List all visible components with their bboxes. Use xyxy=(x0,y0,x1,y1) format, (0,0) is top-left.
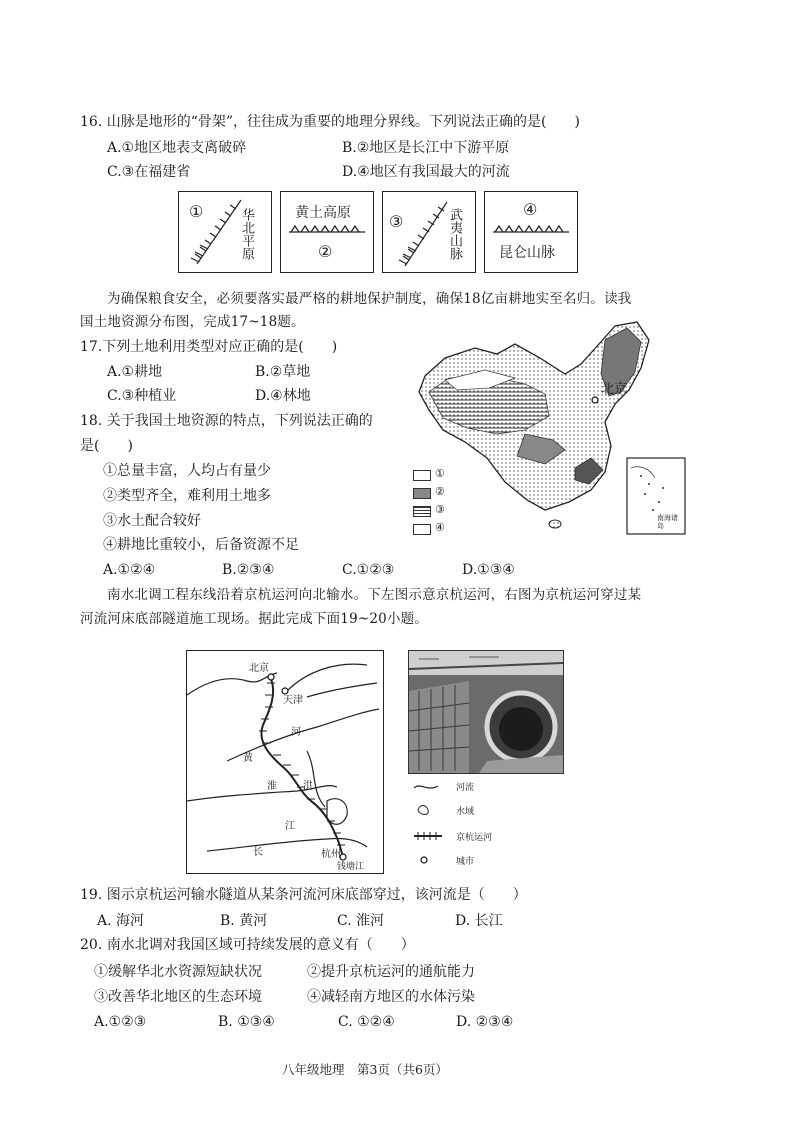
intro-17-18-line1: 为确保粮食安全，必须要落实最严格的耕地保护制度，确保18亿亩耕地实至名归。读我 xyxy=(107,291,632,307)
page-footer: 八年级地理 第3页（共6页） xyxy=(282,1062,448,1077)
q18-item-1: ①总量丰富，人均占有量少 xyxy=(103,463,271,479)
q20-item-3: ③改善华北地区的生态环境 xyxy=(94,989,262,1005)
legend-swatch-4 xyxy=(413,524,431,535)
q16-box-3 xyxy=(382,191,476,273)
canal-label-tianjin: 天津 xyxy=(283,695,303,706)
q16-stem: 16. 山脉是地形的“骨架”，往往成为重要的地理分界线。下列说法正确的是( ) xyxy=(80,114,580,130)
q19-option-b: B. 黄河 xyxy=(220,913,268,929)
q17-stem: 17.下列土地利用类型对应正确的是( ) xyxy=(80,339,338,355)
canal-label-beijing: 北京 xyxy=(249,663,269,674)
box-2-label: 黄土高原 xyxy=(295,205,351,221)
q18-stem-line2: 是( ) xyxy=(80,438,133,454)
intro-17-18-line2: 国土地资源分布图，完成17~18题。 xyxy=(80,314,305,330)
q16-box-2 xyxy=(280,191,374,273)
q16-option-d: D.④地区有我国最大的河流 xyxy=(342,164,510,180)
tunnel-photo-graphic xyxy=(409,651,563,773)
q18-option-a: A.①②④ xyxy=(103,562,156,578)
canal-legend-city: 城市 xyxy=(456,857,475,867)
canal-label-river: 河 xyxy=(291,727,301,738)
legend-label-1: ① xyxy=(435,467,445,480)
china-map-graphic xyxy=(405,318,687,536)
canal-map-graphic xyxy=(187,651,383,873)
q17-option-a: A.①耕地 xyxy=(107,364,163,380)
intro-19-20-line1: 南水北调工程东线沿着京杭运河向北输水。下左图示意京杭运河，右图为京杭运河穿过某 xyxy=(107,587,642,603)
box-3-label: 武夷山脉 xyxy=(447,208,462,260)
china-map-beijing-label: 北京 xyxy=(601,382,628,397)
box-4-number: ④ xyxy=(523,200,538,219)
q20-item-2: ②提升京杭运河的通航能力 xyxy=(307,964,475,980)
canal-label-jiang: 江 xyxy=(285,821,295,832)
canal-label-chang: 长 xyxy=(253,847,263,858)
legend-swatch-2 xyxy=(413,488,431,499)
canal-legend xyxy=(408,780,568,870)
q19-option-d: D. 长江 xyxy=(455,913,503,929)
legend-label-3: ③ xyxy=(435,503,445,516)
canal-label-hong: 洪 xyxy=(303,781,313,792)
legend-label-4: ④ xyxy=(435,521,445,534)
q18-item-2: ②类型齐全，难利用土地多 xyxy=(103,488,271,504)
box-4-label: 昆仑山脉 xyxy=(499,245,555,261)
q20-option-c: C. ①②④ xyxy=(338,1014,395,1030)
q19-option-c: C. 淮河 xyxy=(337,913,385,929)
q18-option-b: B.②③④ xyxy=(222,562,275,578)
legend-swatch-1 xyxy=(413,470,431,481)
intro-19-20-line2: 河流河床底部隧道施工现场。据此完成下面19~20小题。 xyxy=(80,611,429,627)
q17-option-b: B.②草地 xyxy=(255,364,311,380)
q20-option-b: B. ①③④ xyxy=(218,1014,275,1030)
canal-label-hangzhou: 杭州 xyxy=(321,849,341,860)
canal-label-huai: 淮 xyxy=(267,781,277,792)
q16-box-1 xyxy=(178,191,272,273)
legend-swatch-3 xyxy=(413,506,431,517)
q16-box-4 xyxy=(484,191,578,273)
q19-stem: 19. 图示京杭运河输水隧道从某条河流河床底部穿过，该河流是（ ） xyxy=(80,887,527,903)
tunnel-photo xyxy=(408,650,564,774)
canal-legend-river: 河流 xyxy=(456,783,475,793)
box-1-label: 华北平原 xyxy=(239,208,254,260)
canal-map xyxy=(186,650,384,874)
q18-item-3: ③水土配合较好 xyxy=(103,513,201,529)
q18-option-d: D.①③④ xyxy=(462,562,515,578)
legend-label-2: ② xyxy=(435,485,445,498)
q18-option-c: C.①②③ xyxy=(342,562,395,578)
canal-label-qiantang: 钱塘江 xyxy=(337,862,365,872)
canal-label-huang: 黄 xyxy=(243,753,253,764)
canal-legend-water: 水域 xyxy=(456,807,475,817)
q20-item-1: ①缓解华北水资源短缺状况 xyxy=(94,964,262,980)
q16-option-b: B.②地区是长江中下游平原 xyxy=(342,140,510,156)
q20-item-4: ④减轻南方地区的水体污染 xyxy=(307,989,475,1005)
q20-stem: 20. 南水北调对我国区域可持续发展的意义有（ ） xyxy=(80,937,415,953)
q16-option-c: C.③在福建省 xyxy=(107,164,191,180)
q19-option-a: A. 海河 xyxy=(97,913,145,929)
china-map-inset-label: 南海诸岛 xyxy=(657,514,678,530)
q18-item-4: ④耕地比重较小，后备资源不足 xyxy=(103,537,299,553)
q20-option-a: A.①②③ xyxy=(94,1014,147,1030)
box-1-number: ① xyxy=(189,202,204,221)
q17-option-d: D.④林地 xyxy=(255,388,311,404)
canal-legend-canal: 京杭运河 xyxy=(456,833,493,843)
china-land-map xyxy=(405,318,687,536)
q18-stem-line1: 18. 关于我国土地资源的特点，下列说法正确的 xyxy=(80,413,373,429)
box-3-number: ③ xyxy=(389,212,404,231)
q16-option-a: A.①地区地表支离破碎 xyxy=(107,140,247,156)
box-2-number: ② xyxy=(318,242,333,261)
q20-option-d: D. ②③④ xyxy=(456,1014,514,1030)
q17-option-c: C.③种植业 xyxy=(107,388,177,404)
